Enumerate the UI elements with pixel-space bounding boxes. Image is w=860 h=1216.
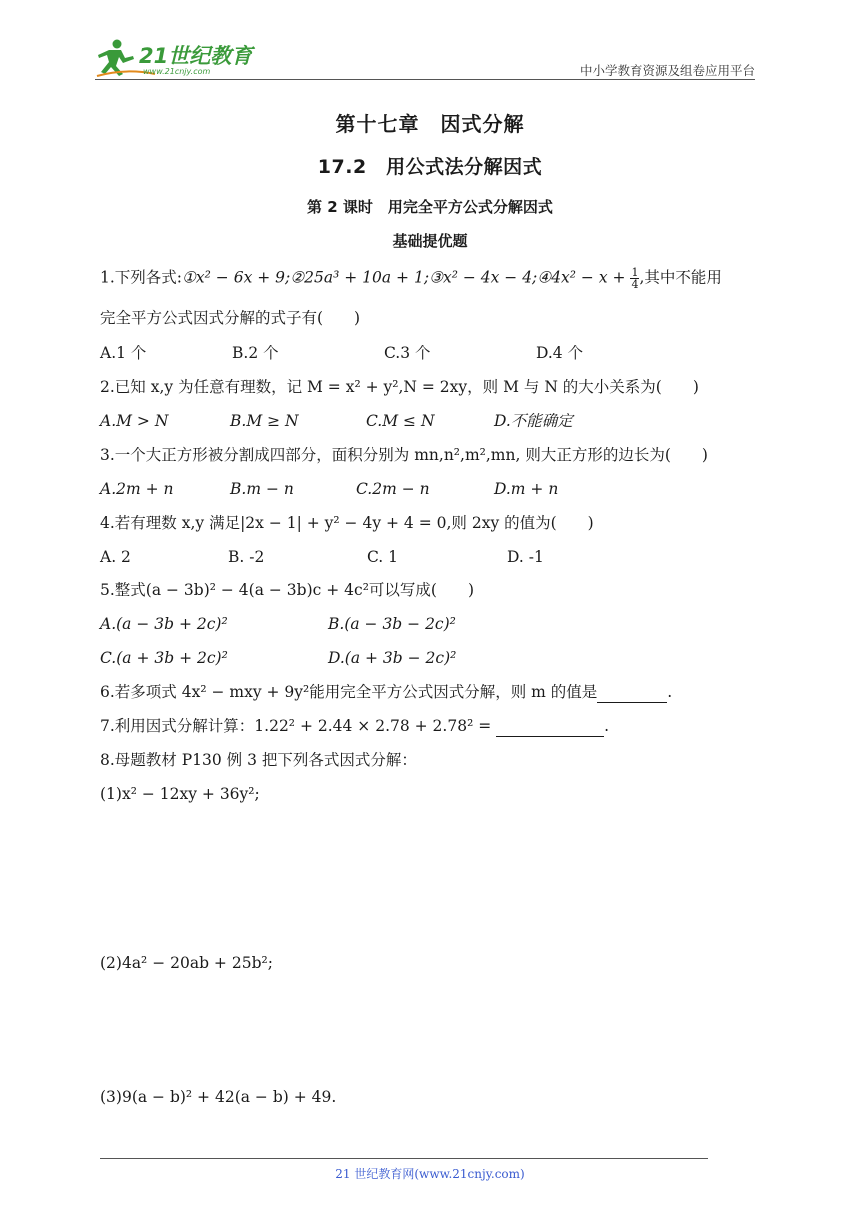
question-6 xyxy=(100,682,672,703)
q3-options xyxy=(100,479,800,499)
q4-option-b: B. -2 xyxy=(228,548,265,566)
q2-options xyxy=(100,411,800,431)
q5-options-row-2 xyxy=(100,648,800,668)
q4-option-a: A. 2 xyxy=(100,548,131,566)
question-2: 2.已知 x,y 为任意有理数，记 M = x² + y²,N = 2xy，则 M 与 N 的大小关系为( ) xyxy=(100,378,699,396)
q2-option-c: C.M ≤ N xyxy=(366,412,435,430)
site-logo xyxy=(95,36,260,80)
q8-part-2: (2)4a² − 20ab + 25b²; xyxy=(100,954,273,972)
q5-option-b: B.(a − 3b − 2c)² xyxy=(328,615,456,633)
q2-option-b: B.M ≥ N xyxy=(230,412,299,430)
question-8: 8.母题教材 P130 例 3 把下列各式因式分解： xyxy=(100,751,417,769)
fraction-denominator: 4 xyxy=(631,278,639,291)
header-platform-text: 中小学教育资源及组卷应用平台 xyxy=(579,63,755,78)
q1-options xyxy=(100,343,800,363)
tier-title: 基础提优题 xyxy=(392,232,468,250)
q1-item-2: ②25a³ + 10a + 1; xyxy=(290,268,430,287)
q1-option-b: B.2 个 xyxy=(232,344,279,362)
question-7 xyxy=(100,716,609,737)
q6-answer-blank[interactable] xyxy=(597,682,667,703)
q1-option-d: D.4 个 xyxy=(536,344,584,362)
footer-divider xyxy=(100,1158,708,1159)
q5-options-row-1 xyxy=(100,614,800,634)
logo-text: 21世纪教育 xyxy=(139,44,253,68)
q5-option-d: D.(a + 3b − 2c)² xyxy=(328,649,457,667)
question-1 xyxy=(100,267,722,290)
q8-part-3: (3)9(a − b)² + 42(a − b) + 49. xyxy=(100,1088,337,1106)
logo-url: www.21cnjy.com xyxy=(143,67,211,76)
q1-option-c: C.3 个 xyxy=(384,344,431,362)
q2-option-d: D.不能确定 xyxy=(494,412,573,430)
q7-answer-blank[interactable] xyxy=(496,716,604,737)
question-1-line-2: 完全平方公式因式分解的式子有( ) xyxy=(100,309,361,327)
q6-text: 6.若多项式 4x² − mxy + 9y²能用完全平方公式因式分解，则 m 的值是 xyxy=(100,683,598,701)
q4-options xyxy=(100,547,800,567)
q2-option-a: A.M > N xyxy=(100,412,169,430)
q1-item-1: ①x² − 6x + 9; xyxy=(182,268,291,287)
lesson-title: 第 2 课时 用完全平方公式分解因式 xyxy=(307,198,553,216)
q6-end: . xyxy=(667,683,673,701)
q5-option-c: C.(a + 3b + 2c)² xyxy=(100,649,228,667)
question-5: 5.整式(a − 3b)² − 4(a − 3b)c + 4c²可以写成( ) xyxy=(100,581,474,599)
header-divider xyxy=(95,79,755,80)
q1-option-a: A.1 个 xyxy=(100,344,147,362)
q3-option-d: D.m + n xyxy=(494,480,559,498)
question-4: 4.若有理数 x,y 满足|2x − 1| + y² − 4y + 4 = 0,则 2xy 的值为( ) xyxy=(100,514,594,532)
q1-item-3: ③x² − 4x − 4; xyxy=(429,268,538,287)
q5-option-a: A.(a − 3b + 2c)² xyxy=(100,615,228,633)
q7-end: . xyxy=(604,717,610,735)
chapter-title: 第十七章 因式分解 xyxy=(335,112,525,136)
q1-item-4: ④4x² − x + xyxy=(537,268,631,287)
q1-prefix: 1.下列各式: xyxy=(100,268,183,287)
fraction-numerator: 1 xyxy=(631,266,639,279)
question-3: 3.一个大正方形被分割成四部分，面积分别为 mn,n²,m²,mn, 则大正方形的边长为( ) xyxy=(100,446,708,464)
q7-text: 7.利用因式分解计算：1.22² + 2.44 × 2.78 + 2.78² = xyxy=(100,717,497,735)
q3-option-c: C.2m − n xyxy=(356,480,430,498)
section-title: 17.2 用公式法分解因式 xyxy=(317,156,543,178)
q3-option-a: A.2m + n xyxy=(100,480,174,498)
q8-part-1: (1)x² − 12xy + 36y²; xyxy=(100,785,260,803)
q4-option-c: C. 1 xyxy=(367,548,399,566)
q3-option-b: B.m − n xyxy=(230,480,294,498)
q1-suffix: ,其中不能用 xyxy=(639,268,722,287)
footer-link[interactable]: 21 世纪教育网(www.21cnjy.com) xyxy=(335,1167,525,1181)
q4-option-d: D. -1 xyxy=(507,548,544,566)
